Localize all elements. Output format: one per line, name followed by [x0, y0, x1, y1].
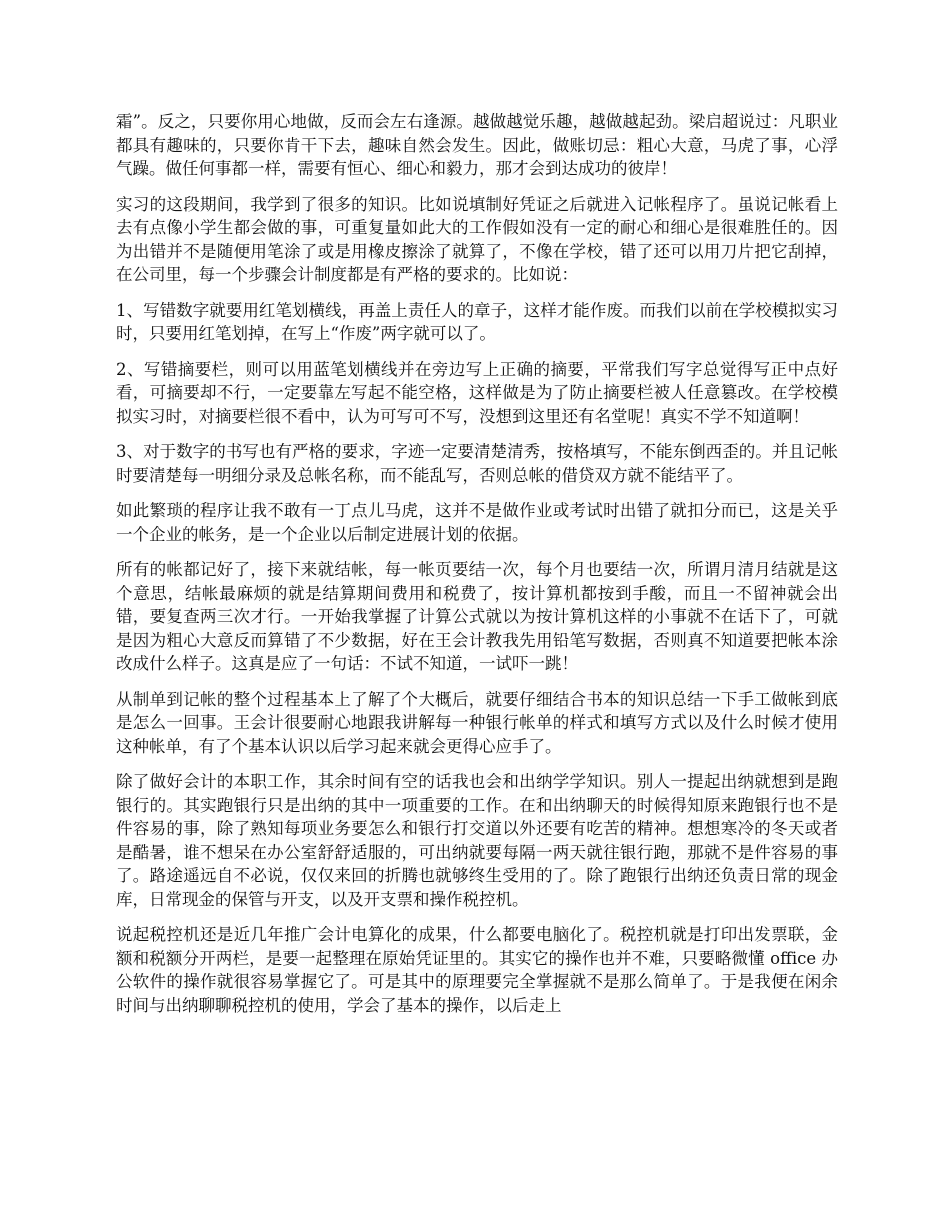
- list-item: 2、写错摘要栏，则可以用蓝笔划横线并在旁边写上正确的摘要，平常我们写字总觉得写正中点好看，可摘要却不行，一定要靠左写起不能空格，这样做是为了防止摘要栏被人任意篡改。在学校模拟实习时，对摘要栏很不看中，认为可写可不写，没想到这里还有名堂呢！真实不学不知道啊！: [116, 359, 838, 426]
- paragraph: 实习的这段期间，我学到了很多的知识。比如说填制好凭证之后就进入记帐程序了。虽说记帐看上去有点像小学生都会做的事，可重复量如此大的工作假如没有一定的耐心和细心是很难胜任的。因为出错并不是随便用笔涂了或是用橡皮擦涂了就算了，不像在学校，错了还可以用刀片把它刮掉，在公司里，每一个步骤会计制度都是有严格的要求的。比如说：: [116, 194, 838, 284]
- paragraph: 所有的帐都记好了，接下来就结帐，每一帐页要结一次，每个月也要结一次，所谓月清月结就是这个意思，结帐最麻烦的就是结算期间费用和税费了，按计算机都按到手酸，而且一不留神就会出错，要复查两三次才行。一开始我掌握了计算公式就以为按计算机这样的小事就不在话下了，可就是因为粗心大意反而算错了不少数据，好在王会计教我先用铅笔写数据，否则真不知道要把帐本涂改成什么样子。这真是应了一句话：不试不知道，一试吓一跳！: [116, 560, 838, 673]
- paragraph: 霜”。反之，只要你用心地做，反而会左右逢源。越做越觉乐趣，越做越起劲。梁启超说过：凡职业都具有趣味的，只要你肯干下去，趣味自然会发生。因此，做账切忌：粗心大意，马虎了事，心浮气躁。做任何事都一样，需要有恒心、细心和毅力，那才会到达成功的彼岸！: [116, 112, 838, 178]
- paragraph: 说起税控机还是近几年推广会计电算化的成果，什么都要电脑化了。税控机就是打印出发票联，金额和税额分开两栏，是要一起整理在原始凭证里的。其实它的操作也并不难，只要略微懂 office 办公软件的操作就很容易掌握它了。可是其中的原理要完全掌握就不是那么简单了。于是我便在闲余时间与出纳聊聊税控机的使用，学会了基本的操作，以后走上: [116, 925, 838, 1015]
- paragraph: 从制单到记帐的整个过程基本上了解了个大概后，就要仔细结合书本的知识总结一下手工做帐到底是怎么一回事。王会计很要耐心地跟我讲解每一种银行帐单的样式和填写方式以及什么时候才使用这种帐单，有了个基本认识以后学习起来就会更得心应手了。: [116, 689, 838, 756]
- list-item: 3、对于数字的书写也有严格的要求，字迹一定要清楚清秀，按格填写，不能东倒西歪的。并且记帐时要清楚每一明细分录及总帐名称，而不能乱写，否则总帐的借贷双方就不能结平了。: [116, 442, 838, 485]
- document-body: [116, 110, 838, 1029]
- paragraph: 除了做好会计的本职工作，其余时间有空的话我也会和出纳学学知识。别人一提起出纳就想到是跑银行的。其实跑银行只是出纳的其中一项重要的工作。在和出纳聊天的时候得知原来跑银行也不是件容易的事，除了熟知每项业务要怎么和银行打交道以外还要有吃苦的精神。想想寒冷的冬天或者是酷暑，谁不想呆在办公室舒舒适服的，可出纳就要每隔一两天就往银行跑，那就不是件容易的事了。路途遥远自不必说，仅仅来回的折腾也就够终生受用的了。除了跑银行出纳还负责日常的现金库，日常现金的保管与开支，以及开支票和操作税控机。: [116, 772, 838, 909]
- list-item: 1、写错数字就要用红笔划横线，再盖上责任人的章子，这样才能作废。而我们以前在学校模拟实习时，只要用红笔划掉，在写上“作废”两字就可以了。: [116, 300, 838, 343]
- paragraph: 如此繁琐的程序让我不敢有一丁点儿马虎，这并不是做作业或考试时出错了就扣分而已，这是关乎一个企业的帐务，是一个企业以后制定进展计划的依据。: [116, 501, 838, 544]
